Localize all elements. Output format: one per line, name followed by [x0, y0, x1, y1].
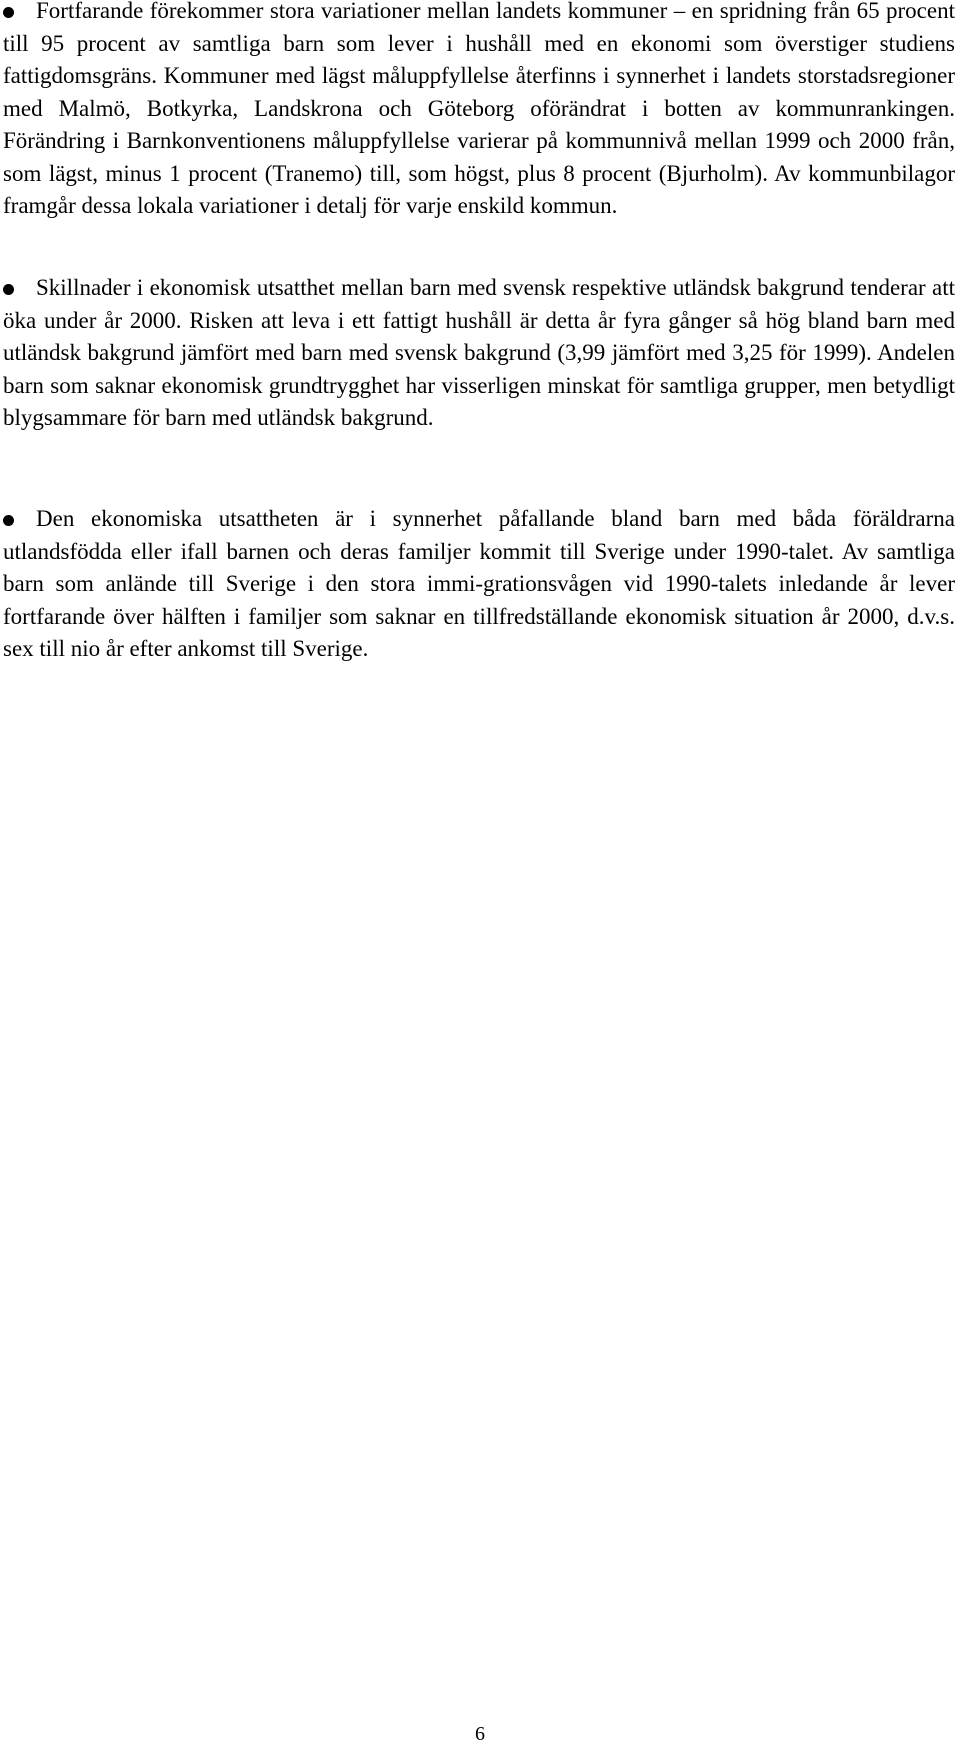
bullet-item-parents-abroad: [3, 503, 955, 666]
paragraph-background-differences: Skillnader i ekonomisk utsatthet mellan barn med svensk respektive utländsk bakgrund tenderar att öka under år 2000. Risken att leva i ett fattigt hushåll är detta år fyra gånger så hög bland barn med utländsk bakgrund jämfört med barn med svensk bakgrund (3,99 jämfört med 3,25 för 1999). Andelen barn som saknar ekonomisk grundtrygghet har visserligen minskat för samtliga grupper, men betydligt blygsammare för barn med utländsk bakgrund.: [3, 275, 955, 430]
bullet-icon: [3, 284, 14, 295]
page-number: 6: [475, 1723, 485, 1745]
paragraph-parents-abroad: Den ekonomiska utsattheten är i synnerhet påfallande bland barn med båda föräldrarna utlandsfödda eller ifall barnen och deras familjer kommit till Sverige under 1990-talet. Av samtliga barn som anlände till Sverige i den stora immi-grationsvågen vid 1990-talets inledande år lever fortfarande över hälften i familjer som saknar en tillfredställande ekonomisk situation år 2000, d.v.s. sex till nio år efter ankomst till Sverige.: [3, 506, 955, 661]
bullet-item-background-differences: [3, 272, 955, 435]
bullet-icon: [3, 515, 14, 526]
bullet-icon: [3, 7, 14, 18]
bullet-item-municipal-variation: [3, 0, 955, 223]
paragraph-municipal-variation: Fortfarande förekommer stora variationer mellan landets kommuner – en spridning från 65 procent till 95 procent av samtliga barn som lever i hushåll med en ekonomi som överstiger studiens fattigdomsgräns. Kommuner med lägst måluppfyllelse återfinns i synnerhet i landets storstadsregioner med Malmö, Botkyrka, Landskrona och Göteborg oförändrat i botten av kommunrankingen. Förändring i Barnkonventionens måluppfyllelse varierar på kommunnivå mellan 1999 och 2000 från, som lägst, minus 1 procent (Tranemo) till, som högst, plus 8 procent (Bjurholm). Av kommunbilagor framgår dessa lokala variationer i detalj för varje enskild kommun.: [3, 0, 955, 218]
